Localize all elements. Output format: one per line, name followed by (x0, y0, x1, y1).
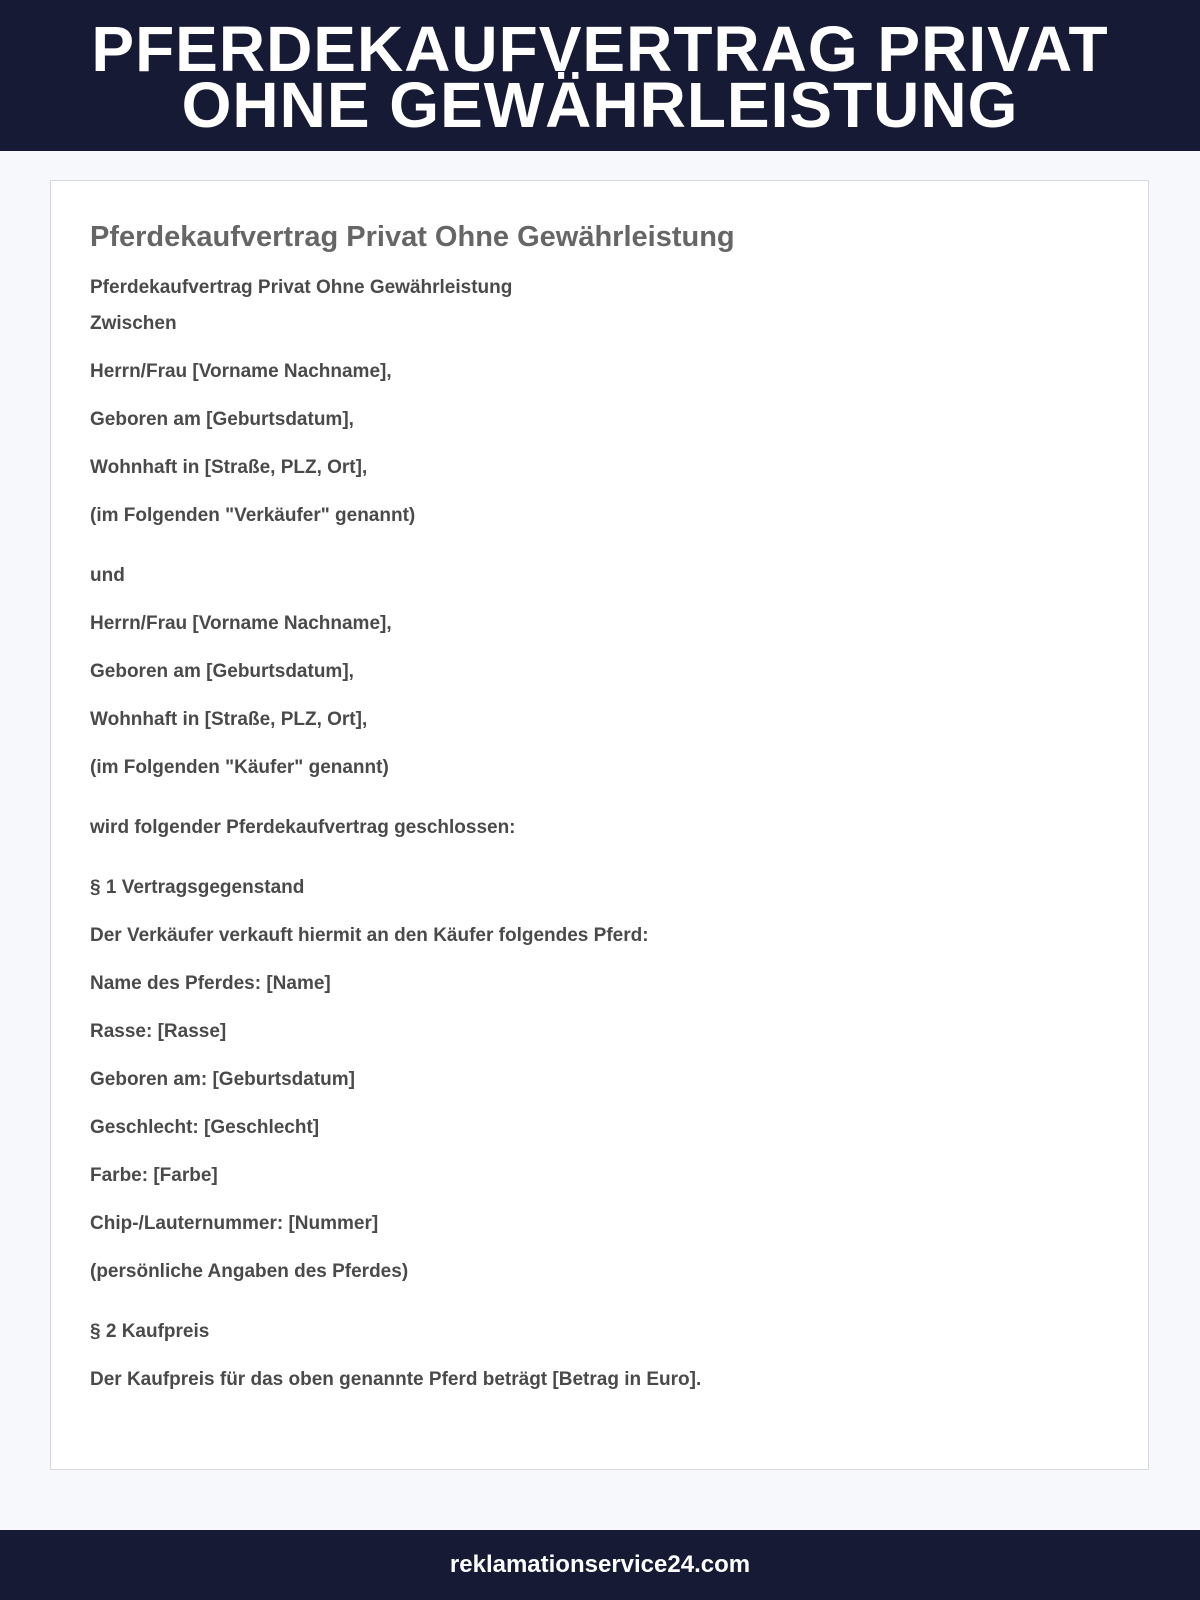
document-subtitle: Pferdekaufvertrag Privat Ohne Gewährleistung (90, 277, 513, 298)
text-line: Der Kaufpreis für das oben genannte Pferd beträgt [Betrag in Euro]. (90, 1369, 702, 1390)
text-line: Name des Pferdes: [Name] (90, 973, 331, 994)
text-line: Farbe: [Farbe] (90, 1165, 218, 1186)
text-line: (im Folgenden "Verkäufer" genannt) (90, 505, 416, 526)
text-line: Geschlecht: [Geschlecht] (90, 1117, 320, 1138)
page-banner-title: PFERDEKAUFVERTRAG PRIVAT OHNE GEWÄHRLEISTUNG (91, 12, 1109, 141)
text-line: Geboren am [Geburtsdatum], (90, 409, 354, 430)
page-footer (0, 1530, 1200, 1600)
text-line: Herrn/Frau [Vorname Nachname], (90, 361, 392, 382)
text-line: Zwischen (90, 313, 177, 334)
text-line: Geboren am: [Geburtsdatum] (90, 1069, 355, 1090)
section-heading: § 1 Vertragsgegenstand (90, 877, 305, 898)
text-line: Chip-/Lauternummer: [Nummer] (90, 1213, 379, 1234)
text-line: und (90, 565, 125, 586)
text-line: Wohnhaft in [Straße, PLZ, Ort], (90, 457, 368, 478)
text-line: (im Folgenden "Käufer" genannt) (90, 757, 389, 778)
page-header (0, 0, 1200, 151)
text-line: Der Verkäufer verkauft hiermit an den Käufer folgendes Pferd: (90, 925, 649, 946)
text-line: (persönliche Angaben des Pferdes) (90, 1261, 409, 1282)
text-line: Geboren am [Geburtsdatum], (90, 661, 354, 682)
section-heading: § 2 Kaufpreis (90, 1321, 210, 1342)
document-card (50, 180, 1149, 1470)
text-line: Wohnhaft in [Straße, PLZ, Ort], (90, 709, 368, 730)
footer-site-name: reklamationservice24.com (449, 1551, 751, 1578)
text-line: wird folgender Pferdekaufvertrag geschlossen: (90, 817, 516, 838)
text-line: Rasse: [Rasse] (90, 1021, 227, 1042)
text-line: Herrn/Frau [Vorname Nachname], (90, 613, 392, 634)
document-title: Pferdekaufvertrag Privat Ohne Gewährleistung (90, 221, 735, 253)
